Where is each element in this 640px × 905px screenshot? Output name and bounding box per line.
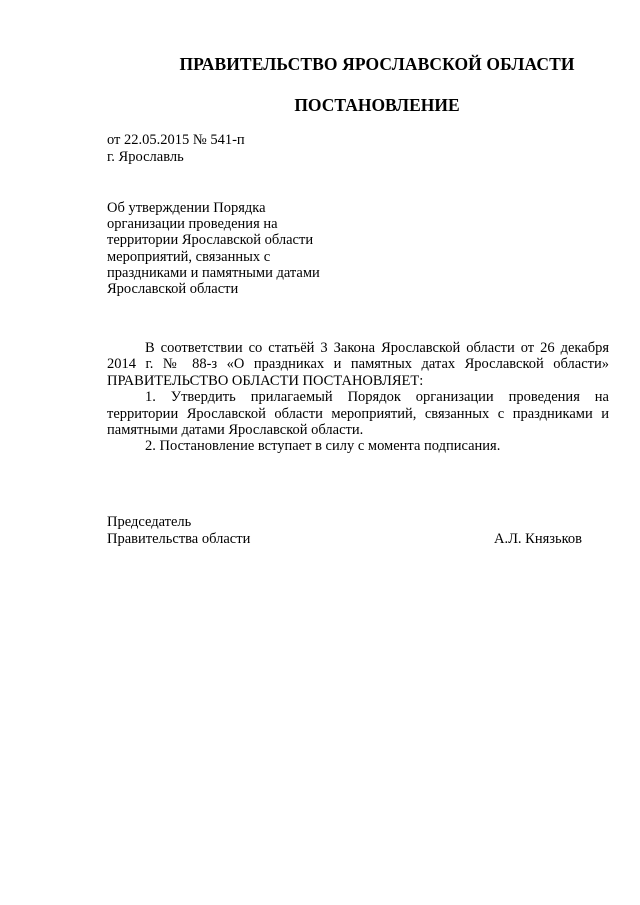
subject-line: территории Ярославской области [107,232,314,249]
item-2: 2. Постановление вступает в силу с момента подписания. [145,438,501,455]
item-1-line: 1. Утвердить прилагаемый Порядок организации проведения на [145,389,609,406]
subject-line: Об утверждении Порядка [107,200,266,216]
subject-line: Ярославской области [107,281,239,298]
subject-line: мероприятий, связанных с [107,248,271,265]
preamble-line: 2014 г. № 88-з «О праздниках и памятных датах Ярославской области» [107,356,609,373]
document-subject [107,200,320,297]
preamble-line: В соответствии со статьёй 3 Закона Ярославской области от 26 декабря [145,340,609,356]
resolution-phrase: ПРАВИТЕЛЬСТВО ОБЛАСТИ ПОСТАНОВЛЯЕТ: [107,372,424,389]
subject-line: праздниками и памятными датами [107,264,320,281]
subject-line: организации проведения на [107,216,278,233]
document-body [107,340,609,455]
signatory-position [107,514,250,548]
signatory-name: А.Л. Князьков [494,531,583,547]
position-line: Правительства области [107,531,251,547]
item-1-line: территории Ярославской области мероприятий, связанных с праздниками и [107,405,609,422]
document-type-heading: ПОСТАНОВЛЕНИЕ [294,95,460,115]
position-line: Председатель [107,514,192,530]
city: г. Ярославль [107,149,184,165]
date-number: от 22.05.2015 № 541-п [107,132,245,148]
government-title: ПРАВИТЕЛЬСТВО ЯРОСЛАВСКОЙ ОБЛАСТИ [179,54,575,74]
item-1-line: памятными датами Ярославской области. [107,422,364,439]
